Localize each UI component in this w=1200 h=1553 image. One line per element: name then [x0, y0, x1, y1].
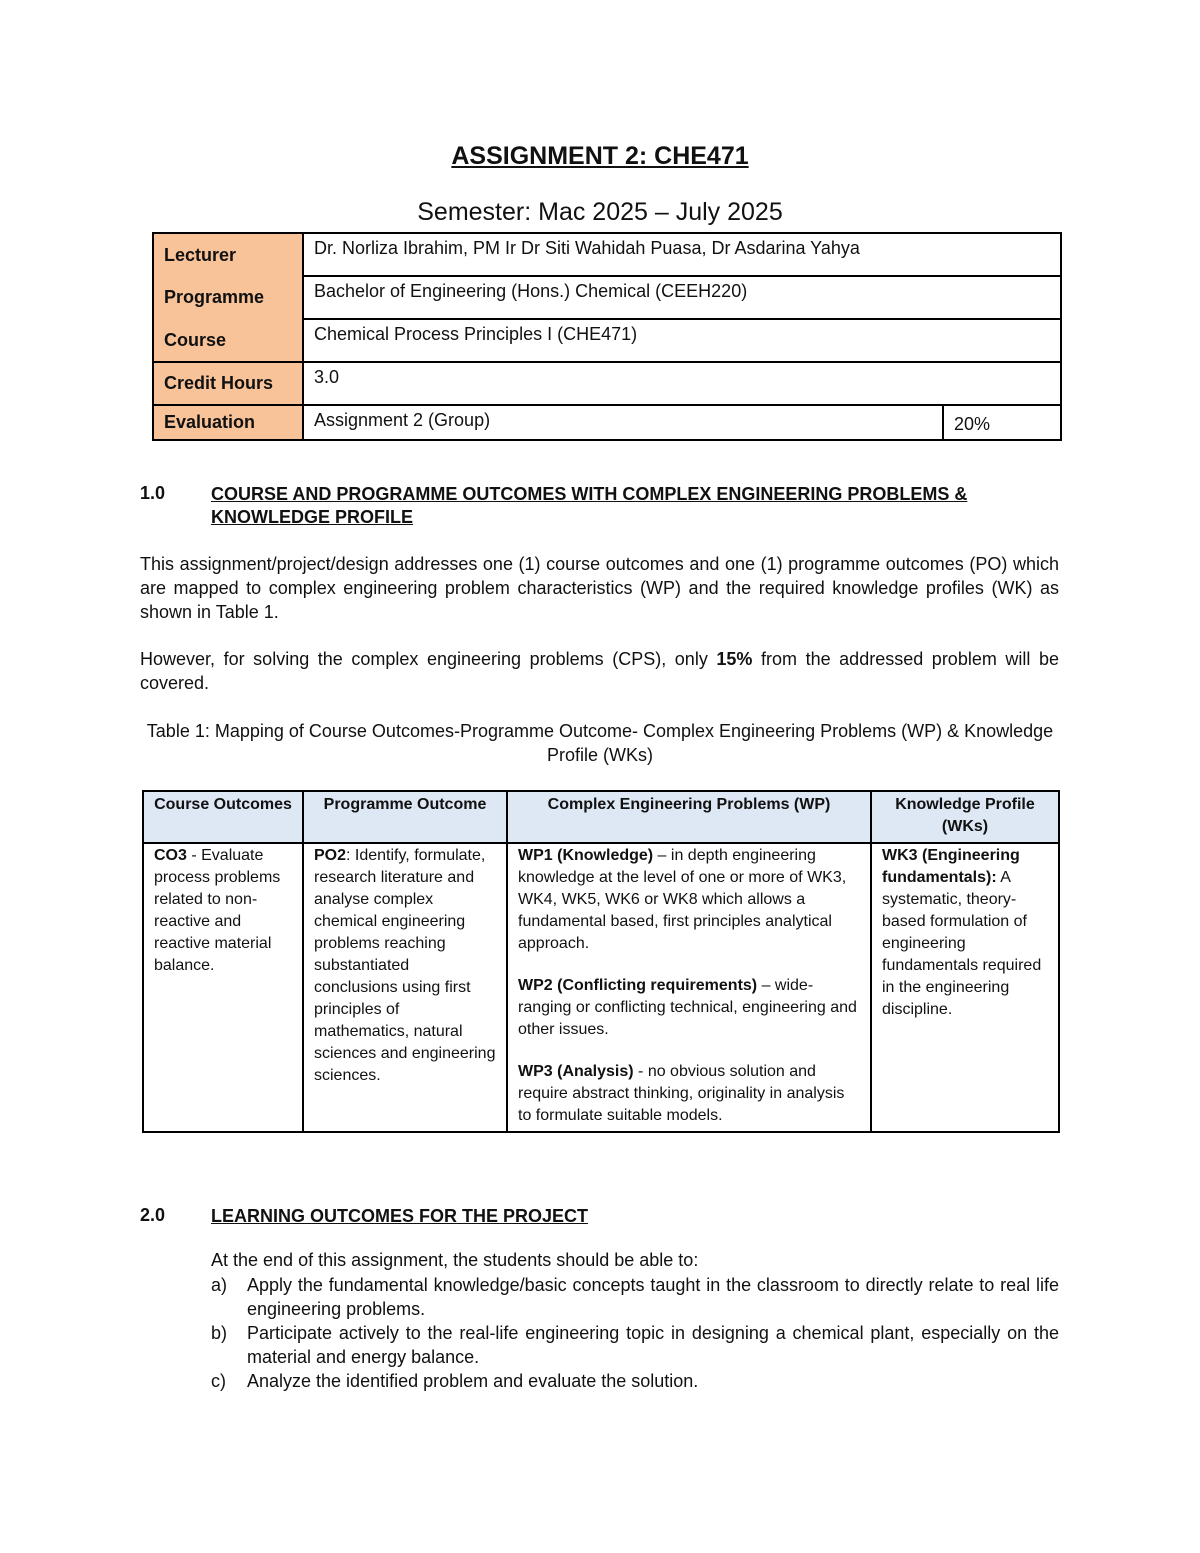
wp2-title: WP2 (Conflicting requirements) — [518, 977, 758, 994]
section-1-title: COURSE AND PROGRAMME OUTCOMES WITH COMPLEX ENGINEERING PROBLEMS & KNOWLEDGE PROFILE — [211, 484, 968, 527]
list-marker: a) — [211, 1275, 228, 1295]
co-code: CO3 — [154, 847, 187, 864]
paragraph-2-text-end: from the addressed problem will be covered. — [140, 649, 1059, 693]
wp1-title: WP1 (Knowledge) — [518, 847, 654, 864]
section-1-paragraph-2 — [140, 647, 1059, 695]
wp1-text: – in depth engineering knowledge at the level of one or more of WK3, WK4, WK5, WK6 or WK8 which allows a fundamental based, first principles analytical approach. — [518, 847, 847, 952]
table-1-caption: Table 1: Mapping of Course Outcomes-Programme Outcome- Complex Engineering Problems (WP) & Knowledge Profile (WKs) — [146, 721, 1054, 765]
wp-cell — [507, 843, 871, 1132]
programme-outcome-cell — [303, 843, 507, 1132]
section-1-number: 1.0 — [140, 483, 166, 503]
section-2-title: LEARNING OUTCOMES FOR THE PROJECT — [211, 1206, 589, 1226]
course-label: Course — [153, 319, 303, 362]
paragraph-2-text-start: However, for solving the complex engineering problems (CPS), only — [140, 649, 717, 669]
section-2-number: 2.0 — [140, 1205, 166, 1225]
po-description: : Identify, formulate, research literature and analyse complex chemical engineering problems reaching substantiated conclusions using first principles of mathematics, natural sciences and engineering sciences. — [314, 847, 496, 1084]
wp1-item — [518, 845, 860, 955]
evaluation-label: Evaluation — [153, 405, 303, 440]
evaluation-weight: 20% — [943, 405, 1061, 440]
list-item — [211, 1369, 1059, 1393]
list-marker: b) — [211, 1323, 228, 1343]
lecturer-label: Lecturer — [153, 233, 303, 276]
course-info-table — [152, 232, 1062, 441]
course-value: Chemical Process Principles I (CHE471) — [303, 319, 1061, 362]
header-programme-outcome: Programme Outcome — [303, 791, 507, 843]
wk-title: WK3 (Engineering fundamentals): — [882, 847, 1020, 886]
wp3-item — [518, 1061, 860, 1127]
list-item — [211, 1321, 1059, 1369]
po-code: PO2 — [314, 847, 347, 864]
list-item-text: Analyze the identified problem and evaluate the solution. — [247, 1371, 699, 1391]
mapping-table — [142, 790, 1060, 1133]
wp2-text: – wide-ranging or conflicting technical, engineering and other issues. — [518, 977, 857, 1038]
header-knowledge-profile: Knowledge Profile (WKs) — [871, 791, 1059, 843]
header-course-outcomes: Course Outcomes — [143, 791, 303, 843]
programme-label: Programme — [153, 276, 303, 319]
learning-outcomes-intro: At the end of this assignment, the students should be able to: — [211, 1250, 699, 1270]
credit-hours-label: Credit Hours — [153, 362, 303, 405]
list-item — [211, 1273, 1059, 1321]
section-1-paragraph-1: This assignment/project/design addresses one (1) course outcomes and one (1) programme outcomes (PO) which are mapped to complex engineering problem characteristics (WP) and the required knowledge profiles (WK) as shown in Table 1. — [140, 554, 1059, 622]
wp3-title: WP3 (Analysis) — [518, 1063, 634, 1080]
mapping-table-header-row — [143, 791, 1059, 843]
document-title: ASSIGNMENT 2: CHE471 — [451, 142, 749, 170]
evaluation-value: Assignment 2 (Group) — [303, 405, 943, 440]
semester-heading: Semester: Mac 2025 – July 2025 — [417, 198, 783, 226]
list-marker: c) — [211, 1371, 226, 1391]
header-complex-engineering-problems: Complex Engineering Problems (WP) — [507, 791, 871, 843]
wp3-text: - no obvious solution and require abstract thinking, originality in analysis to formulate suitable models. — [518, 1063, 845, 1124]
course-outcome-cell — [143, 843, 303, 1132]
knowledge-profile-cell — [871, 843, 1059, 1132]
credit-hours-value: 3.0 — [303, 362, 1061, 405]
programme-value: Bachelor of Engineering (Hons.) Chemical (CEEH220) — [303, 276, 1061, 319]
list-item-text: Apply the fundamental knowledge/basic concepts taught in the classroom to directly relate to real life engineering problems. — [247, 1275, 1059, 1319]
mapping-table-row — [143, 843, 1059, 1132]
wp2-item — [518, 975, 860, 1041]
co-description: - Evaluate process problems related to non-reactive and reactive material balance. — [154, 847, 281, 974]
wk-description: A systematic, theory-based formulation of engineering fundamentals required in the engineering discipline. — [882, 869, 1042, 1018]
list-item-text: Participate actively to the real-life engineering topic in designing a chemical plant, especially on the material and energy balance. — [247, 1323, 1059, 1367]
learning-outcomes-list — [211, 1273, 1059, 1393]
lecturer-value: Dr. Norliza Ibrahim, PM Ir Dr Siti Wahidah Puasa, Dr Asdarina Yahya — [303, 233, 1061, 276]
paragraph-2-percentage: 15% — [716, 649, 753, 669]
